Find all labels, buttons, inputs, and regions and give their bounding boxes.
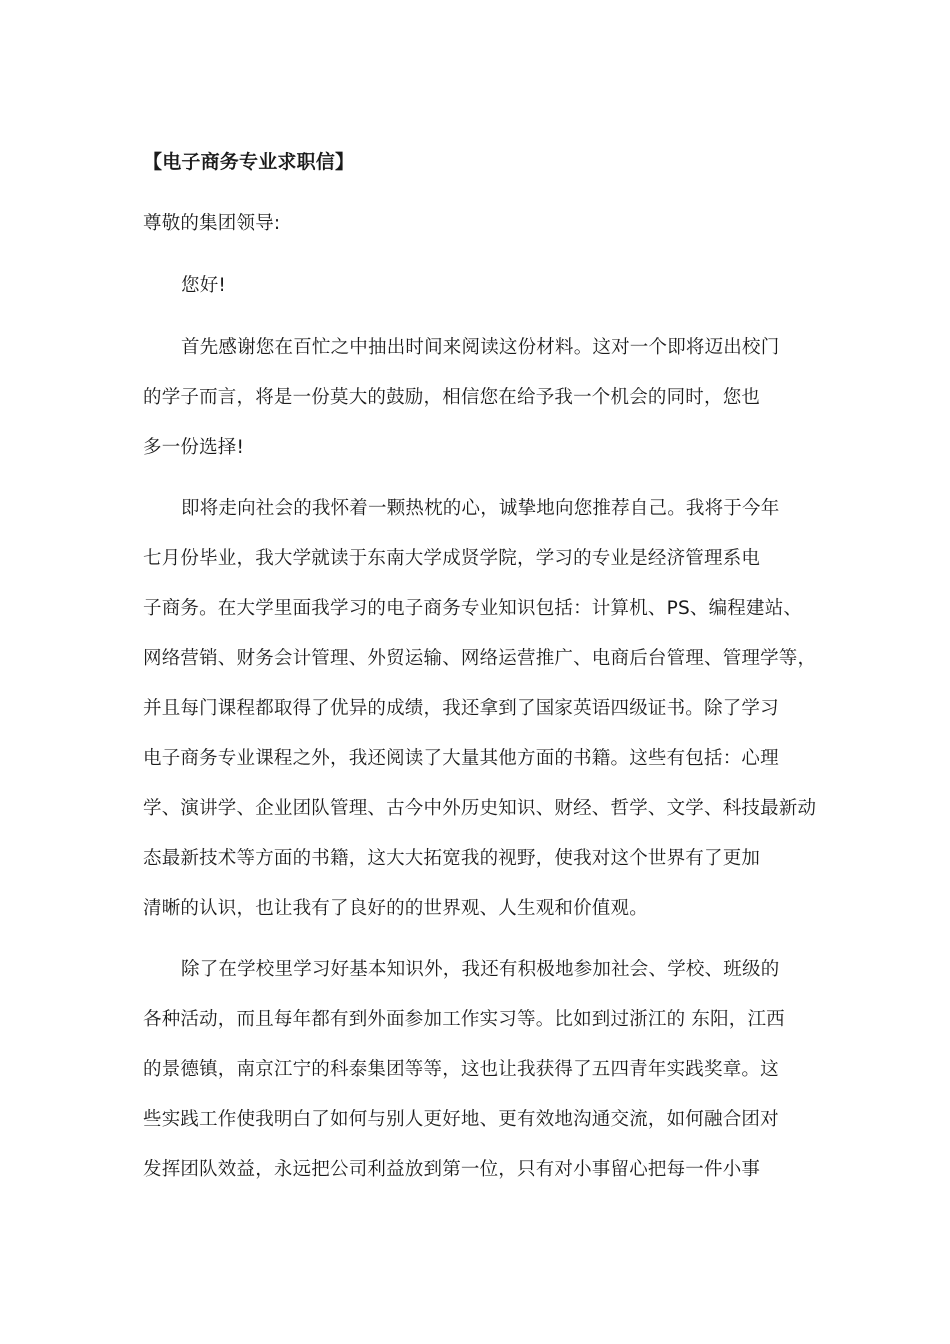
paragraph-line: 的景德镇，南京江宁的科泰集团等等，这也让我获得了五四青年实践奖章。这 (143, 1059, 779, 1080)
paragraph-line: 电子商务专业课程之外，我还阅读了大量其他方面的书籍。这些有包括：心理 (143, 748, 779, 769)
salutation: 尊敬的集团领导: (143, 213, 281, 234)
paragraph-line: 即将走向社会的我怀着一颗热枕的心，诚挚地向您推荐自己。我将于今年 (181, 498, 780, 519)
document-title: 【电子商务专业求职信】 (143, 151, 355, 173)
paragraph-line: 些实践工作使我明白了如何与别人更好地、更有效地沟通交流，如何融合团对 (143, 1109, 779, 1130)
paragraph-line: 七月份毕业，我大学就读于东南大学成贤学院，学习的专业是经济管理系电 (143, 548, 761, 569)
paragraph-line: 子商务。在大学里面我学习的电子商务专业知识包括：计算机、PS、编程建站、 (143, 598, 803, 619)
paragraph-line: 各种活动，而且每年都有到外面参加工作实习等。比如到过浙江的 东阳，江西 (143, 1009, 785, 1030)
paragraph-line: 并且每门课程都取得了优异的成绩，我还拿到了国家英语四级证书。除了学习 (143, 698, 779, 719)
greeting: 您好! (181, 275, 227, 296)
paragraph-line: 多一份选择! (143, 437, 245, 458)
paragraph-line: 首先感谢您在百忙之中抽出时间来阅读这份材料。这对一个即将迈出校门 (181, 337, 780, 358)
paragraph-line: 学、演讲学、企业团队管理、古今中外历史知识、财经、哲学、文学、科技最新动 (143, 798, 817, 819)
paragraph-line: 的学子而言，将是一份莫大的鼓励，相信您在给予我一个机会的同时，您也 (143, 387, 761, 408)
paragraph-line: 除了在学校里学习好基本知识外，我还有积极地参加社会、学校、班级的 (181, 959, 780, 980)
paragraph-line: 网络营销、财务会计管理、外贸运输、网络运营推广、电商后台管理、管理学等， (143, 648, 817, 669)
paragraph-line: 发挥团队效益，永远把公司利益放到第一位，只有对小事留心把每一件小事 (143, 1159, 761, 1180)
paragraph-line: 清晰的认识，也让我有了良好的的世界观、人生观和价值观。 (143, 898, 648, 919)
paragraph-line: 态最新技术等方面的书籍，这大大拓宽我的视野，使我对这个世界有了更加 (143, 848, 761, 869)
